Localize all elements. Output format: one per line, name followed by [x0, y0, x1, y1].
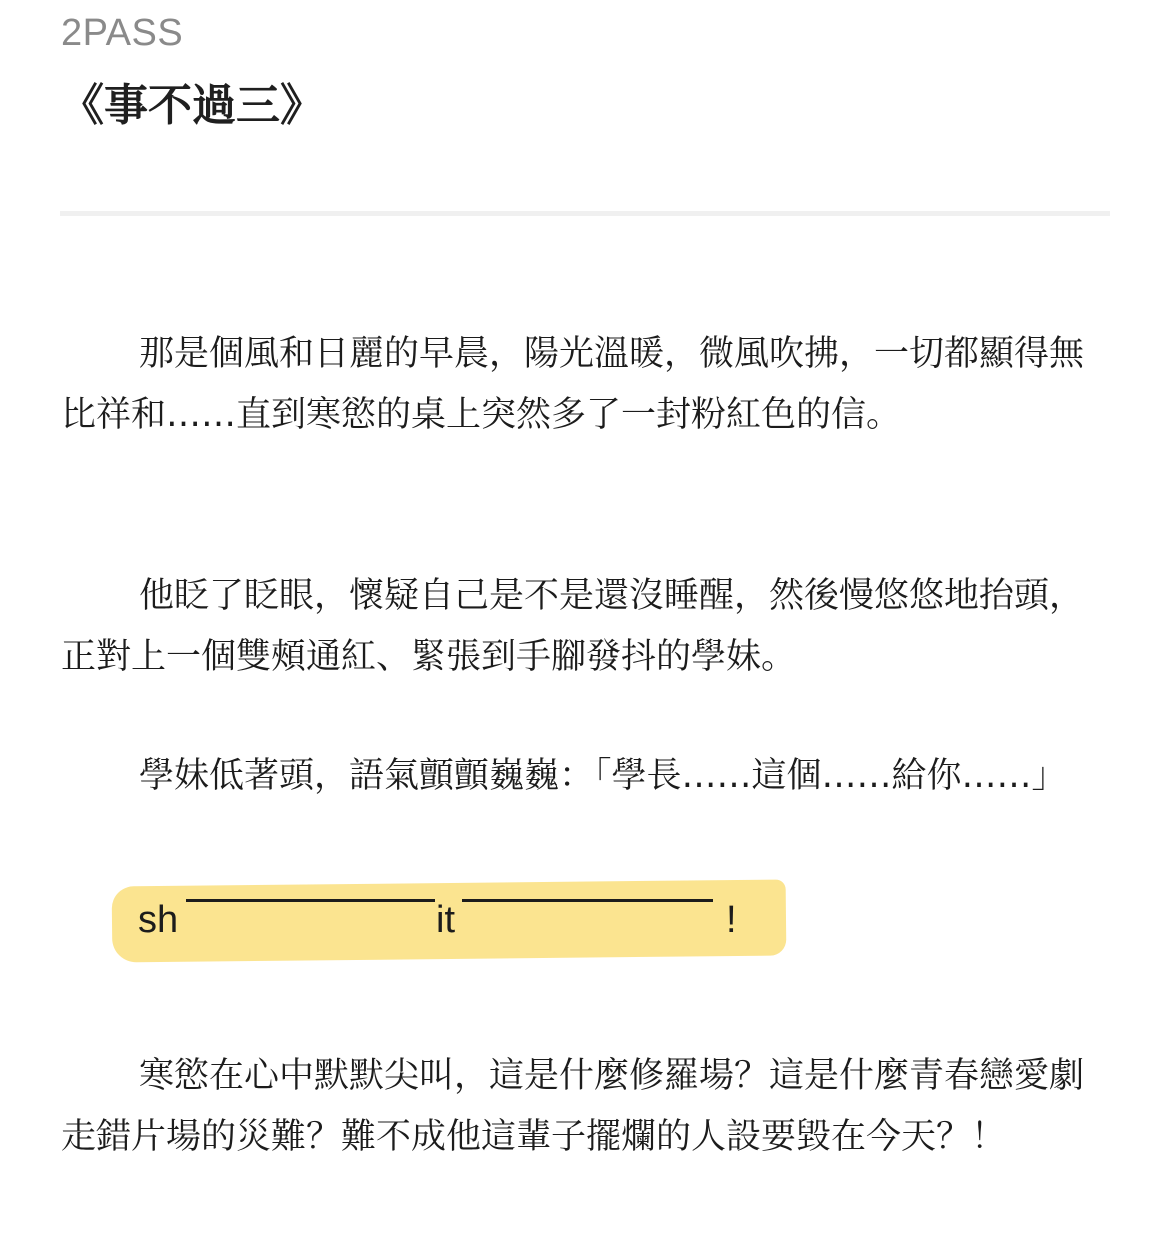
paragraph-4: 寒慾在心中默默尖叫，這是什麼修羅場？這是什麼青春戀愛劇走錯片場的災難？難不成他這輩子擺爛的人設要毀在今天？！ [61, 1056, 1085, 1157]
paragraph-1: 那是個風和日麗的早晨，陽光溫暖，微風吹拂，一切都顯得無比祥和……直到寒慾的桌上突然多了一封粉紅色的信。 [61, 334, 1085, 435]
shout-text-sh: sh [138, 899, 179, 941]
story-title: 《事不過三》 [60, 80, 324, 131]
paragraph-2: 他眨了眨眼，懷疑自己是不是還沒睡醒，然後慢悠悠地抬頭，正對上一個雙頰通紅、緊張到手腳發抖的學妹。 [61, 576, 1085, 677]
dash-line [462, 899, 713, 902]
author-name: 2PASS [61, 12, 184, 54]
dash-line [186, 899, 435, 902]
shout-text-it: it [436, 899, 455, 941]
paragraph-3: 學妹低著頭，語氣顫顫巍巍：「學長……這個……給你……」 [139, 756, 1067, 796]
divider [60, 211, 1110, 216]
shout-text-exclaim: ! [726, 899, 737, 941]
